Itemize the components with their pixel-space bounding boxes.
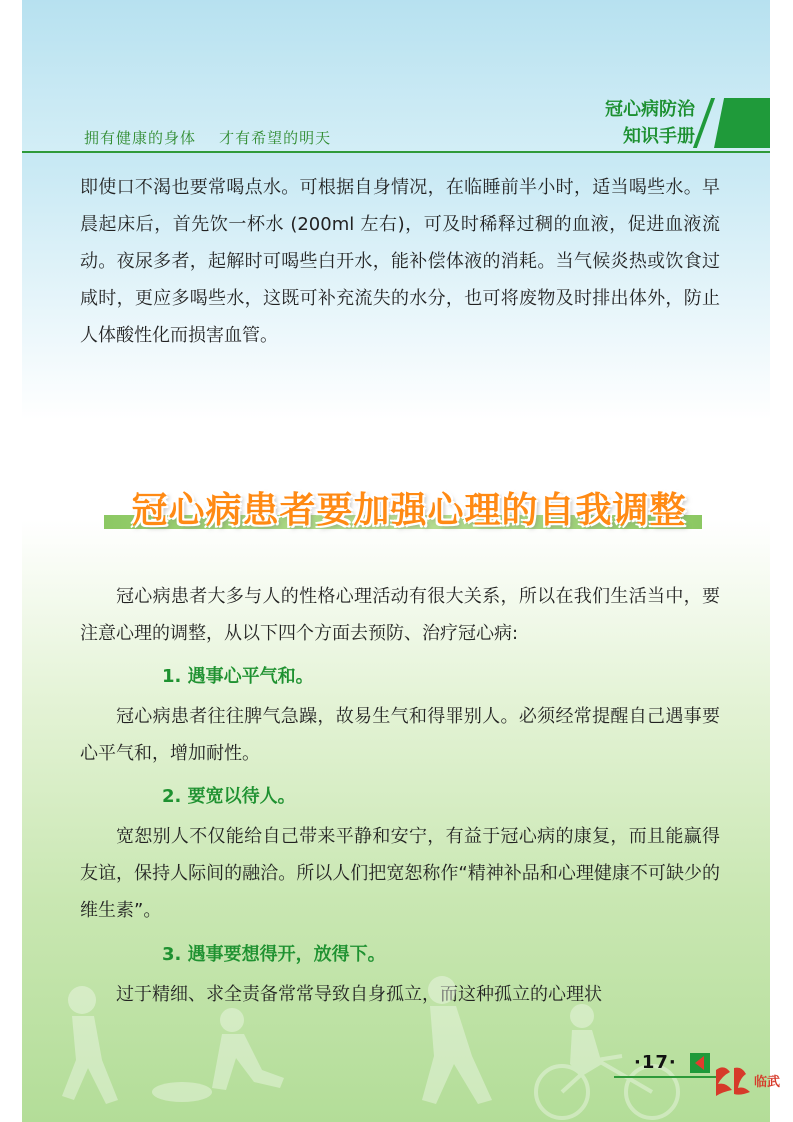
point-heading-1: 1. 遇事心平气和。 xyxy=(162,666,314,687)
point-text-2: 宽恕别人不仅能给自己带来平静和安宁，有益于冠心病的康复，而且能赢得友谊，保持人际间的融洽。所以人们把宽恕称作“精神补品和心理健康不可缺少的维生素”。 xyxy=(80,826,720,921)
manual-title xyxy=(570,96,695,150)
header-slogan: 拥有健康的身体 才有希望的明天 xyxy=(84,129,332,147)
footer-divider xyxy=(614,1076,718,1078)
point-heading-2: 2. 要宽以待人。 xyxy=(162,786,296,807)
intro-paragraph: 即使口不渴也要常喝点水。可根据自身情况，在临睡前半小时，适当喝些水。早晨起床后，首先饮一杯水 (200ml 左右)，可及时稀释过稠的血液，促进血液流动。夜尿多者，起解时可喝些白开水，能补偿体液的消耗。当气候炎热或饮食过咸时，更应多喝些水，这既可补充流失的水分，也可将废物及时排出体外，防止人体酸性化而损害血管。 xyxy=(80,177,720,346)
point-text-1: 冠心病患者往往脾气急躁，故易生气和得罪别人。必须经常提醒自己遇事要心平气和，增加耐性。 xyxy=(80,706,720,764)
manual-title-line2: 知识手册 xyxy=(623,126,695,147)
sports-silhouettes-decoration xyxy=(22,960,770,1122)
manual-title-line1: 冠心病防治 xyxy=(605,99,695,120)
point-text-3: 过于精细、求全责备常常导致自身孤立，而这种孤立的心理状 xyxy=(116,984,602,1005)
book-page xyxy=(22,0,770,1122)
watermark-logo xyxy=(712,1062,788,1100)
point-heading-3: 3. 遇事要想得开，放得下。 xyxy=(162,944,386,965)
watermark-text: 临武 xyxy=(754,1074,781,1089)
page-number: ·17· xyxy=(634,1052,677,1073)
section-title: 冠心病患者要加强心理的自我调整 xyxy=(131,490,687,531)
page-marker-icon xyxy=(690,1053,710,1073)
header-divider xyxy=(22,151,770,153)
section-intro-paragraph: 冠心病患者大多与人的性格心理活动有很大关系，所以在我们生活当中，要注意心理的调整，从以下四个方面去预防、治疗冠心病: xyxy=(80,586,720,644)
